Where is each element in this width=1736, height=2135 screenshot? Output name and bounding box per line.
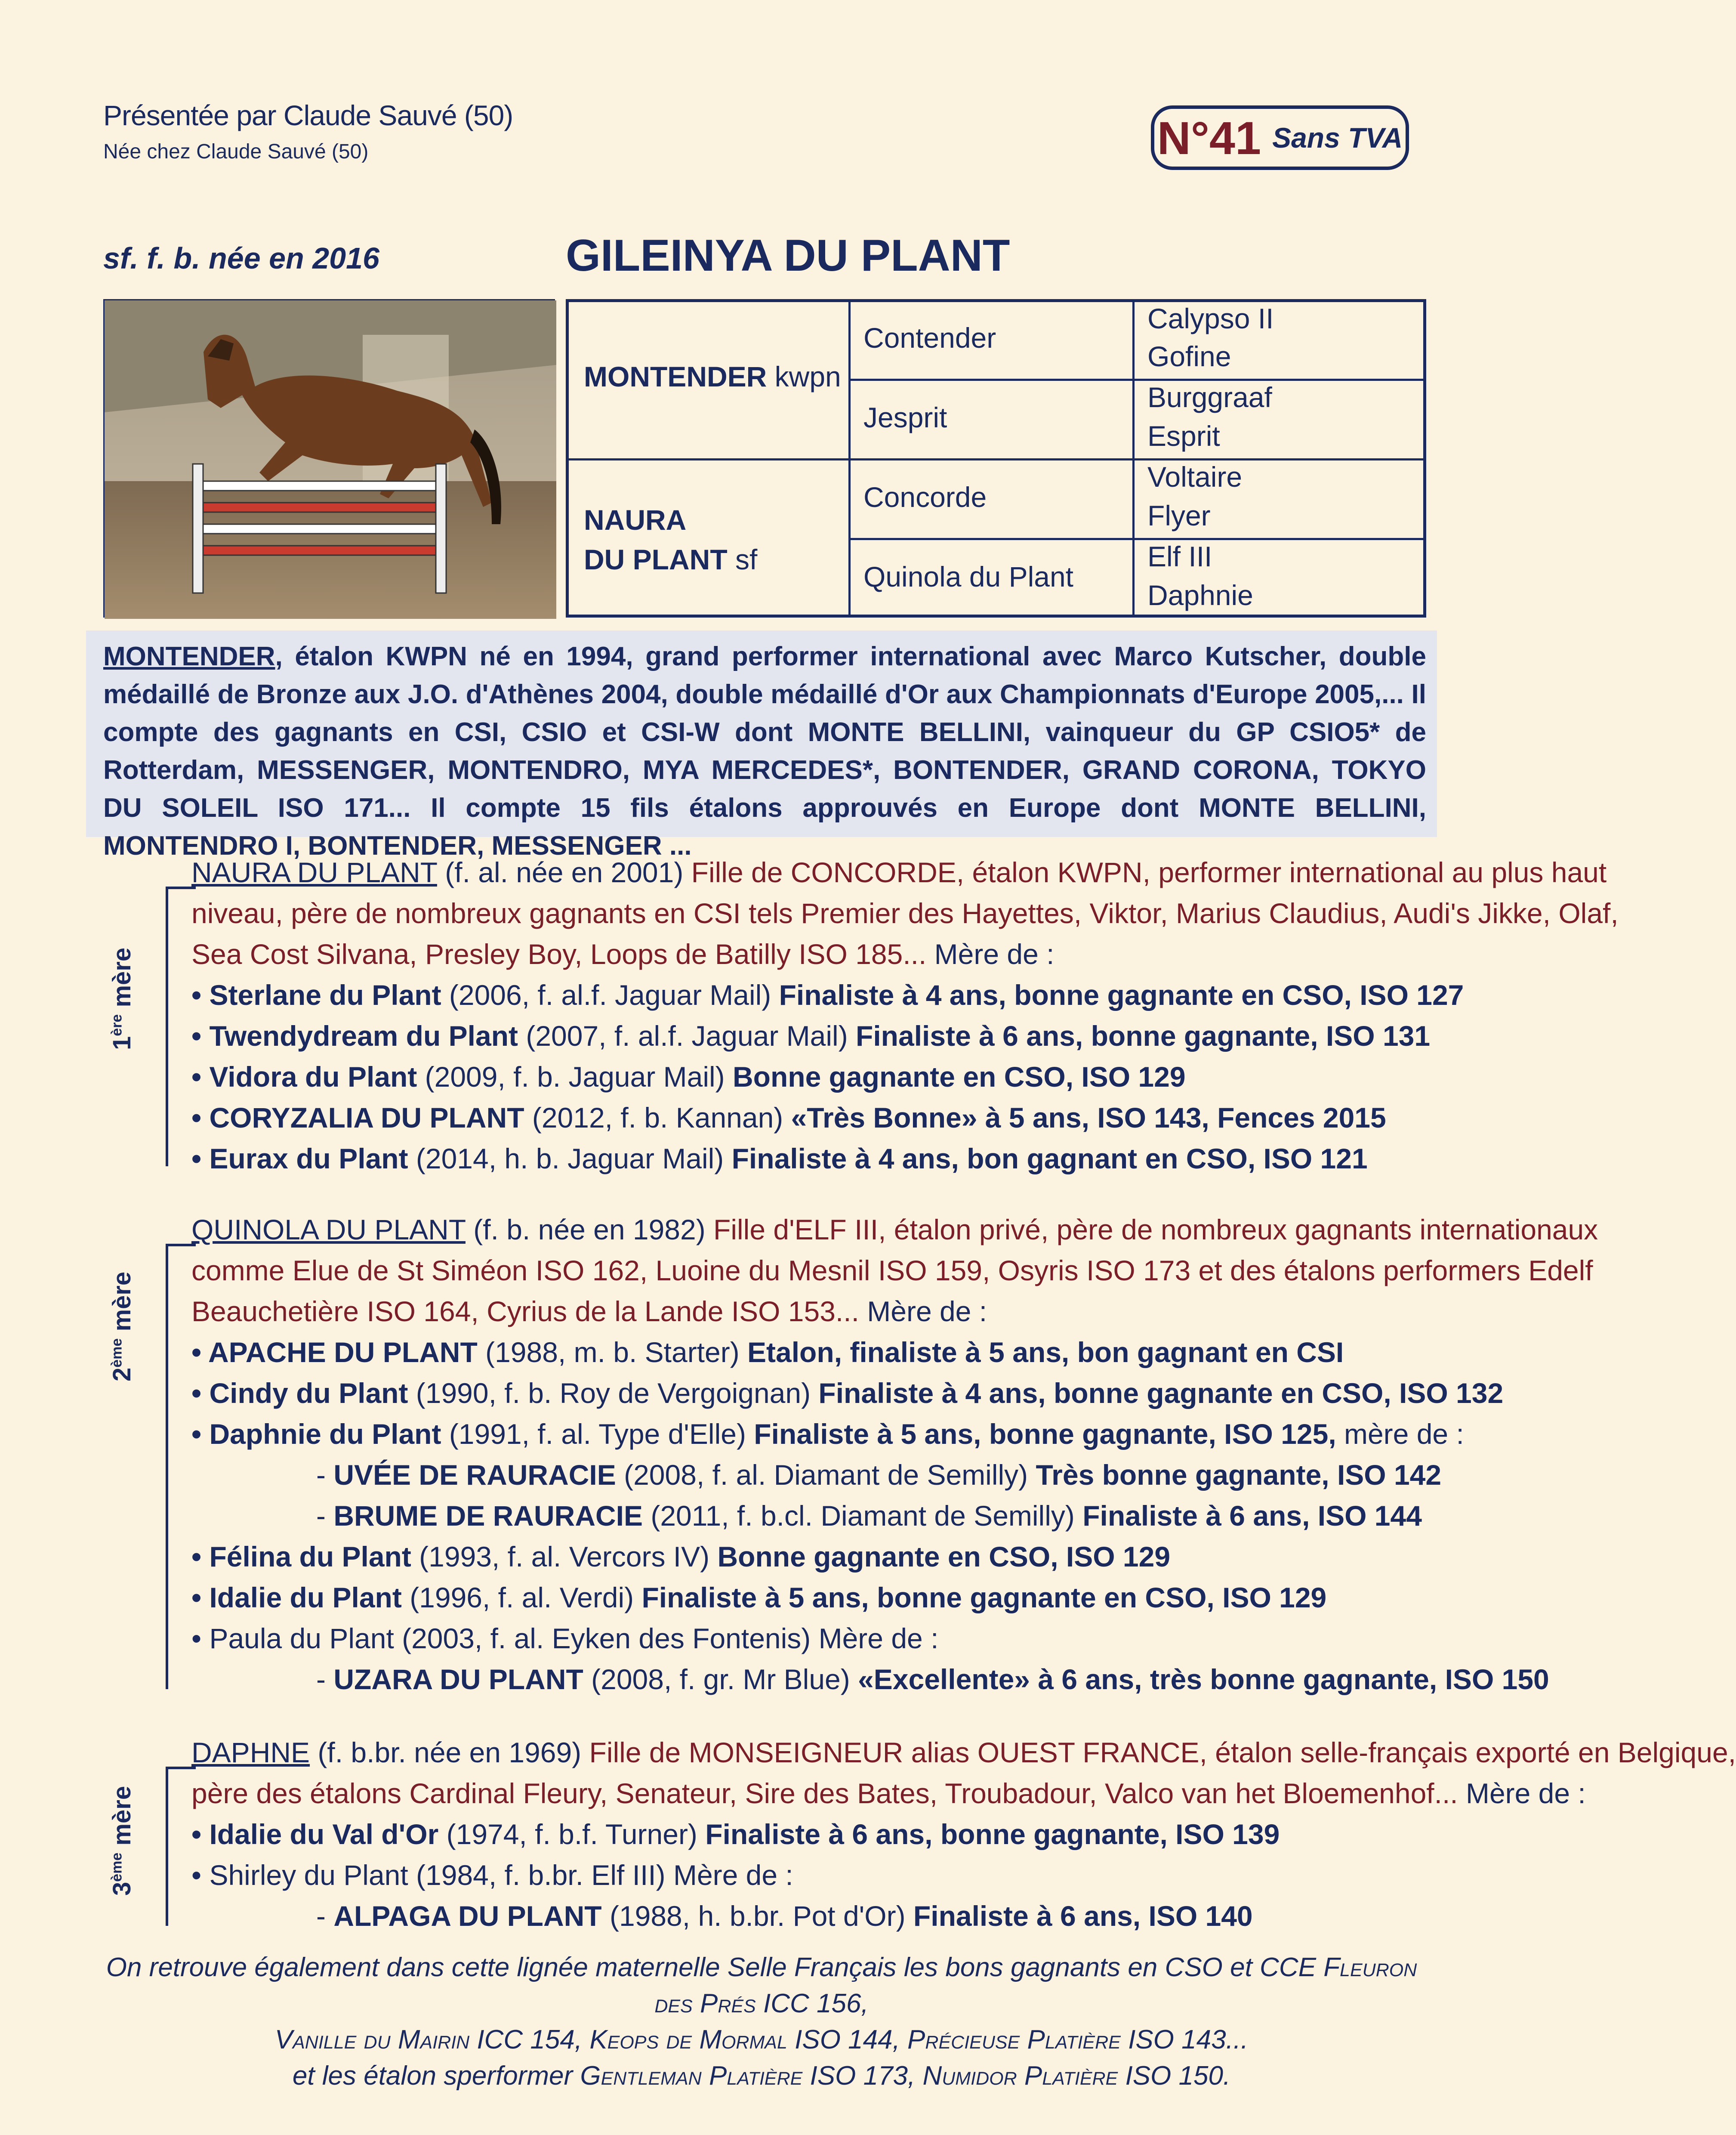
gen3-4: Esprit [1147,420,1220,452]
offspring-item: • Vidora du Plant (2009, f. b. Jaguar Mail) Bonne gagnante en CSO, ISO 129 [191,1061,1186,1093]
mere3-desc-1: Fille de MONSEIGNEUR alias OUEST FRANCE, étalon selle-français exporté en Belgique, [589,1736,1736,1768]
dam-sire: Concorde [863,481,987,513]
sire-info-body: , étalon KWPN né en 1994, grand performer international avec Marco Kutscher, double médaillé de Bronze aux J.O. d'Athènes 2004, double médaillé d'Or aux Championnats d'Europe 2005,... Il compte des gagnants en CSI, CSIO et CSI-W dont MONTE BELLINI, vainqueur du GP CSIO5* de Rotterdam, MESSENGER, MONTENDRO, MYA MERCEDES*, BONTENDER, GRAND CORONA, TOKYO DU SOLEIL ISO 171... Il compte 15 fils étalons approuvés en Europe dont MONTE BELLINI, MONTENDRO I, BONTENDER, MESSENGER ... [103,642,1426,861]
lot-number: N°41 [1157,111,1261,164]
mere3-section [191,1732,1736,1937]
lot-badge [1151,105,1409,170]
mere2-info: (f. b. née en 1982) [465,1214,714,1245]
gen3-3: Burggraaf [1147,381,1272,413]
offspring-item: • Eurax du Plant (2014, h. b. Jaguar Mail) Finaliste à 4 ans, bon gagnant en CSO, ISO 121 [191,1143,1368,1174]
mere2-mere-de: Mère de : [859,1295,987,1327]
offspring-item: • APACHE DU PLANT (1988, m. b. Starter) Etalon, finaliste à 5 ans, bon gagnant en CSI [191,1336,1344,1368]
mere1-label: 1ère mère [108,947,136,1050]
gen3-7: Elf III [1147,541,1212,572]
dam-name-line2: DU PLANT [584,544,728,575]
mere1-info: (f. al. née en 2001) [437,856,691,888]
mere2-name: QUINOLA DU PLANT [191,1214,466,1245]
sire-cell [584,360,841,393]
mere1-bracket [166,887,168,1166]
dam-name-line1: NAURA [584,504,687,536]
mere3-desc-2: père des étalons Cardinal Fleury, Senateur, Sire des Bates, Troubadour, Valco van het Bloemenhof... [191,1777,1458,1809]
dam-cell [584,500,757,579]
horse-photo [103,299,555,618]
offspring-item: • Paula du Plant (2003, f. al. Eyken des Fontenis) Mère de : [191,1622,939,1654]
presenter: Présentée par Claude Sauvé (50) [103,99,513,131]
offspring-item: • Cindy du Plant (1990, f. b. Roy de Vergoignan) Finaliste à 4 ans, bonne gagnante en CSO, ISO 132 [191,1377,1504,1409]
footer-line3a: et les étalon sperformer [292,2061,580,2091]
offspring-item: • Félina du Plant (1993, f. al. Vercors IV) Bonne gagnante en CSO, ISO 129 [191,1541,1171,1573]
mere1-desc-1: Fille de CONCORDE, étalon KWPN, performer international au plus haut [691,856,1607,888]
mere3-name: DAPHNE [191,1736,310,1768]
gen3-5: Voltaire [1147,461,1243,493]
sire-info-text [103,638,1426,865]
mere2-desc-3: Beauchetière ISO 164, Cyrius de la Lande ISO 153... [191,1295,859,1327]
offspring-item: • CORYZALIA DU PLANT (2012, f. b. Kannan) «Très Bonne» à 5 ans, ISO 143, Fences 2015 [191,1102,1386,1134]
gen3-6: Flyer [1147,500,1211,531]
mere3-info: (f. b.br. née en 1969) [310,1736,589,1768]
mere2-bracket [166,1244,168,1689]
pedigree-table [566,299,1426,618]
gen3-1: Calypso II [1147,303,1274,334]
mere1-name: NAURA DU PLANT [191,856,437,888]
footer-line2: Vanille du Mairin ICC 154, Keops de Mormal ISO 144, Précieuse Platière ISO 143... [274,2025,1249,2055]
offspring-item: • Idalie du Plant (1996, f. al. Verdi) Finaliste à 5 ans, bonne gagnante en CSO, ISO 129 [191,1582,1327,1613]
mere3-label: 3ème mère [108,1786,136,1896]
mere1-section [191,852,1619,1179]
offspring-subitem: - UZARA DU PLANT (2008, f. gr. Mr Blue) «Excellente» à 6 ans, très bonne gagnante, ISO 150 [316,1663,1549,1695]
sire-dam: Jesprit [863,402,947,433]
mere2-desc-1: Fille d'ELF III, étalon privé, père de nombreux gagnants internationaux [713,1214,1598,1245]
footer-note [86,1950,1437,2094]
mere3-bracket [166,1767,168,1926]
footer-line1b: Fleuron des Prés ICC 156, [654,1953,1417,2018]
footer-line3b: Gentleman Platière ISO 173, Numidor Platière ISO 150. [580,2061,1231,2091]
dam-breed: sf [735,544,758,575]
sire-info-name: MONTENDER [103,642,275,671]
sire-sire: Contender [863,322,996,354]
mere2-section [191,1209,1598,1700]
mere1-desc-2: niveau, père de nombreux gagnants en CSI tels Premier des Hayettes, Viktor, Marius Claudius, Audi's Jikke, Olaf, [191,897,1619,929]
gen3-2: Gofine [1147,340,1231,372]
mere2-desc-2: comme Elue de St Siméon ISO 162, Luoine du Mesnil ISO 159, Osyris ISO 173 et des étalons performers Edelf [191,1254,1593,1286]
offspring-subitem: - BRUME DE RAURACIE (2011, f. b.cl. Diamant de Semilly) Finaliste à 6 ans, ISO 144 [316,1500,1422,1532]
mere3-mere-de: Mère de : [1458,1777,1586,1809]
breeder: Née chez Claude Sauvé (50) [103,140,369,163]
sire-name: MONTENDER [584,361,767,392]
offspring-item: • Daphnie du Plant (1991, f. al. Type d'Elle) Finaliste à 5 ans, bonne gagnante, ISO 125, mère de : [191,1418,1464,1450]
footer-line1a: On retrouve également dans cette lignée maternelle Selle Français les bons gagnants en CSO et CCE [106,1953,1324,1982]
horse-name: GILEINYA DU PLANT [566,231,1010,281]
dam-dam: Quinola du Plant [863,561,1074,593]
offspring-item: • Idalie du Val d'Or (1974, f. b.f. Turner) Finaliste à 6 ans, bonne gagnante, ISO 139 [191,1818,1280,1850]
mere1-desc-3: Sea Cost Silvana, Presley Boy, Loops de Batilly ISO 185... [191,938,927,970]
sire-breed: kwpn [774,361,841,392]
offspring-item: • Sterlane du Plant (2006, f. al.f. Jaguar Mail) Finaliste à 4 ans, bonne gagnante en CSO, ISO 127 [191,979,1464,1011]
mere2-label: 2ème mère [108,1271,136,1381]
offspring-item: • Twendydream du Plant (2007, f. al.f. Jaguar Mail) Finaliste à 6 ans, bonne gagnante, ISO 131 [191,1020,1431,1052]
offspring-item: • Shirley du Plant (1984, f. b.br. Elf III) Mère de : [191,1859,793,1891]
offspring-subitem: - UVÉE DE RAURACIE (2008, f. al. Diamant de Semilly) Très bonne gagnante, ISO 142 [316,1459,1442,1491]
vat-label: Sans TVA [1272,122,1403,154]
offspring-subitem: - ALPAGA DU PLANT (1988, h. b.br. Pot d'Or) Finaliste à 6 ans, ISO 140 [316,1900,1253,1932]
gen3-8: Daphnie [1147,579,1253,611]
mere1-mere-de: Mère de : [926,938,1055,970]
horse-description: sf. f. b. née en 2016 [103,241,379,275]
